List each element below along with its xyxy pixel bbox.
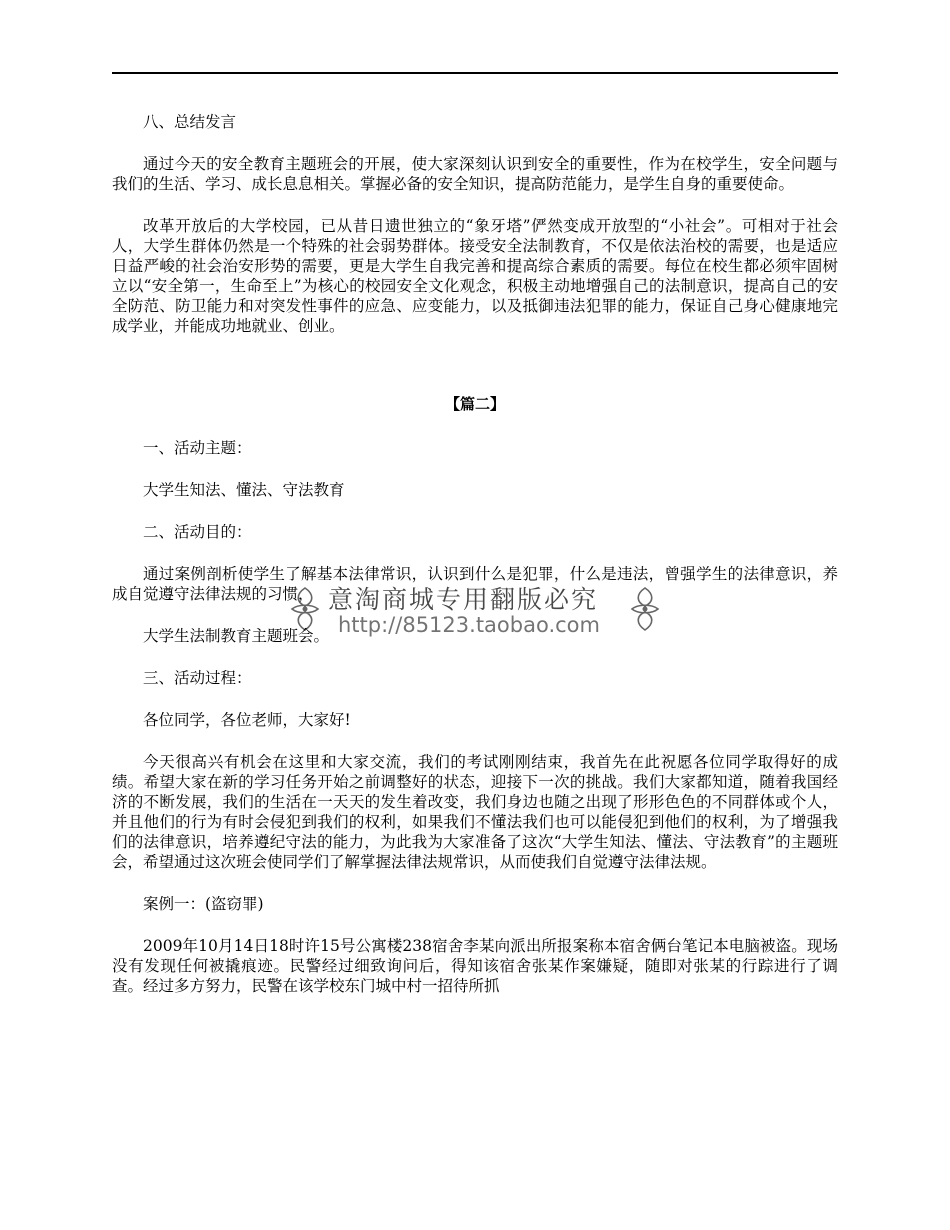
paragraph: 大学生法制教育主题班会。 [143, 627, 330, 645]
document-body [112, 112, 838, 1018]
paragraph: 通过今天的安全教育主题班会的开展，使大家深刻认识到安全的重要性，作为在校学生，安全问题与我们的生活、学习、成长息息相关。掌握必备的安全知识，提高防范能力，是学生自身的重要使命。 [112, 155, 838, 193]
heading-case-one: 案例一：(盗窃罪) [143, 895, 264, 913]
paragraph: 通过案例剖析使学生了解基本法律常识，认识到什么是犯罪，什么是违法，曾强学生的法律意识，养成自觉遵守法律法规的习惯， [112, 565, 838, 603]
heading-activity-theme: 一、活动主题： [143, 439, 252, 457]
heading-activity-goal: 二、活动目的： [143, 523, 252, 541]
paragraph: 改革开放后的大学校园，已从昔日遗世独立的“象牙塔”俨然变成开放型的“小社会”。可相对于社会人，大学生群体仍然是一个特殊的社会弱势群体。接受安全法制教育，不仅是依法治校的需要，也是适应日益严峻的社会治安形势的需要，更是大学生自我完善和提高综合素质的需要。每位在校生都必须牢固树立以“安全第一，生命至上”为核心的校园安全文化观念，积极主动地增强自己的法制意识，提高自己的安全防范、防卫能力和对突发性事件的应急、应变能力，以及抵御违法犯罪的能力，保证自己身心健康地完成学业，并能成功地就业、创业。 [112, 217, 838, 335]
watermark-url: http://85123.taobao.com [338, 613, 600, 637]
heading-activity-process: 三、活动过程： [143, 669, 252, 687]
header-rule [112, 72, 838, 74]
paragraph: 大学生知法、懂法、守法教育 [143, 481, 345, 499]
section-title: 【篇二】 [444, 395, 505, 413]
heading-summary: 八、总结发言 [143, 113, 237, 131]
paragraph: 2009年10月14日18时许15号公寓楼238宿舍李某向派出所报案称本宿舍俩台笔记本电脑被盗。现场没有发现任何被撬痕迹。民警经过细致询问后，得知该宿舍张某作案嫌疑，随即对张某的行踪进行了调查。经过多方努力，民警在该学校东门城中村一招待所抓 [112, 937, 838, 995]
paragraph: 今天很高兴有机会在这里和大家交流，我们的考试刚刚结束，我首先在此祝愿各位同学取得好的成绩。希望大家在新的学习任务开始之前调整好的状态，迎接下一次的挑战。我们大家都知道，随着我国经济的不断发展，我们的生活在一天天的发生着改变，我们身边也随之出现了形形色色的不同群体或个人，并且他们的行为有时会侵犯到我们的权利，如果我们不懂法我们也可以能侵犯到他们的权利，为了增强我们的法律意识，培养遵纪守法的能力，为此我为大家准备了这次“大学生知法、懂法、守法教育”的主题班会，希望通过这次班会使同学们了解掌握法律法规常识，从而使我们自觉遵守法律法规。 [112, 753, 838, 871]
paragraph: 各位同学，各位老师，大家好! [143, 711, 351, 729]
watermark-text: 意淘商城专用翻版必究 [328, 585, 599, 614]
